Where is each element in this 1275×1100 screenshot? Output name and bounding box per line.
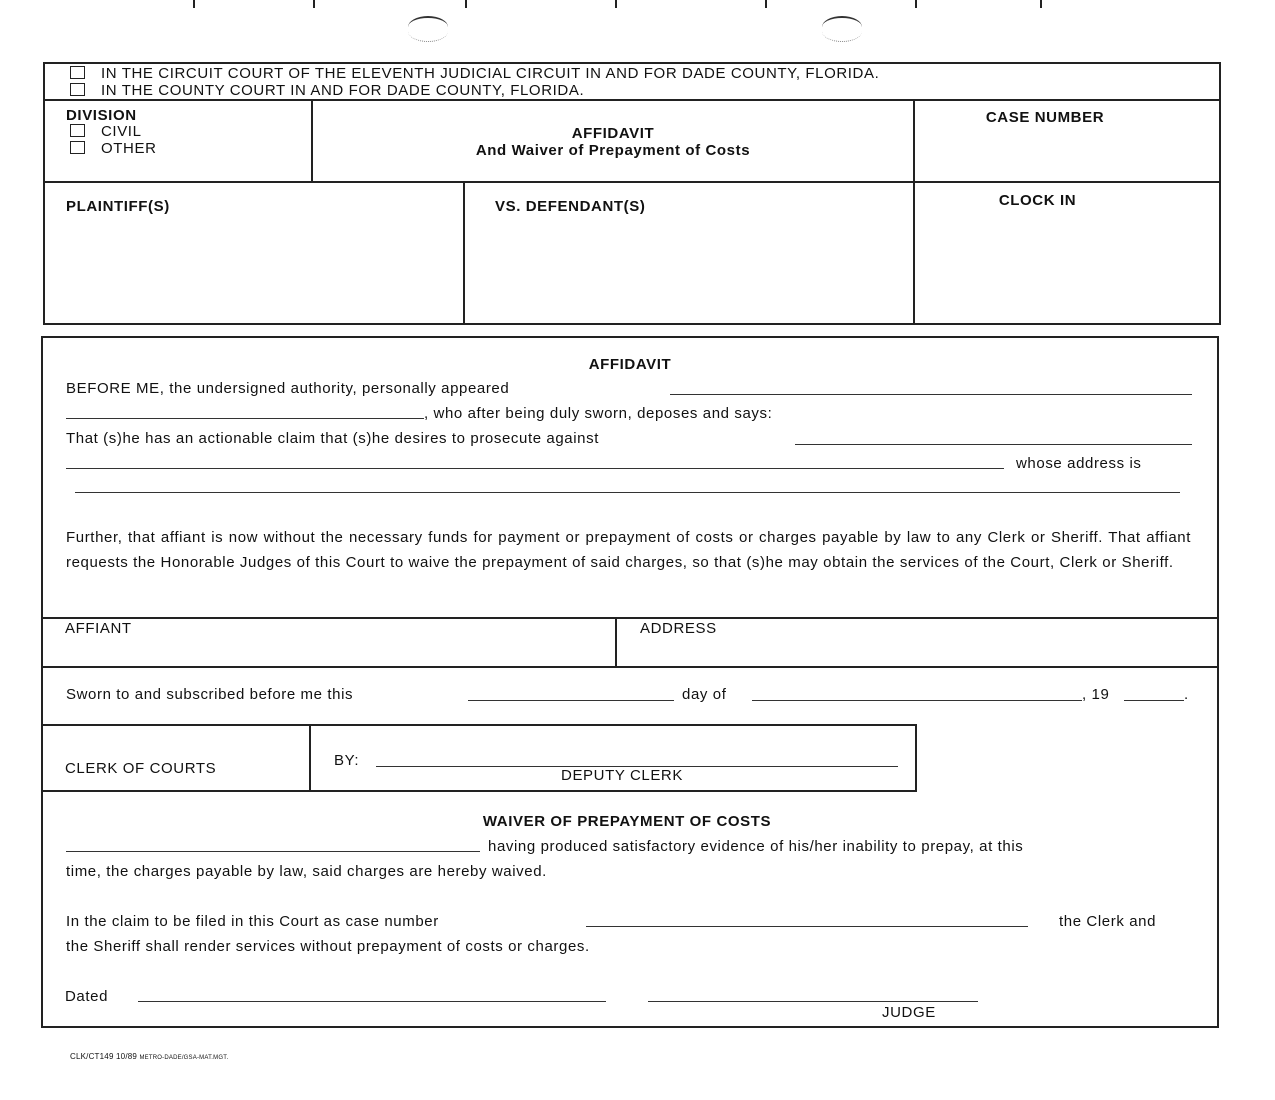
sworn-year-blank[interactable]: [1124, 700, 1184, 701]
county-court-label: IN THE COUNTY COURT IN AND FOR DADE COUNTY, FLORIDA.: [101, 82, 585, 99]
division-other-option[interactable]: [70, 140, 157, 157]
perforation-tick: [465, 0, 467, 8]
plaintiff-label: PLAINTIFF(S): [66, 198, 170, 215]
division-label: DIVISION: [66, 107, 137, 124]
case-number-label: CASE NUMBER: [985, 109, 1105, 126]
divider: [615, 617, 617, 668]
waiver-line-1: having produced satisfactory evidence of his/her inability to prepay, at this: [488, 838, 1024, 855]
affiant-name-blank-2[interactable]: [66, 418, 424, 419]
civil-label: CIVIL: [101, 123, 142, 140]
further-paragraph: Further, that affiant is now without the necessary funds for payment or prepayment of costs or charges payable by law to any Clerk or Sheriff. That affiant requests the Honorable Judges of this Court to waive the prepayment of said charges, so that (s)he may obtain the services of the Court, Clerk or Sheriff.: [66, 529, 1191, 571]
county-court-checkbox[interactable]: [70, 83, 85, 96]
circuit-court-option[interactable]: [70, 65, 879, 82]
judge-signature-blank[interactable]: [648, 1001, 978, 1002]
waiver-case-text: In the claim to be filed in this Court as case number: [66, 913, 439, 930]
waiver-line-4: the Sheriff shall render services without prepayment of costs or charges.: [66, 938, 590, 955]
clerk-of-courts-label: CLERK OF COURTS: [65, 760, 217, 777]
divider: [41, 724, 917, 726]
divider: [309, 724, 311, 792]
judge-label: JUDGE: [882, 1004, 936, 1021]
day-of-text: day of: [682, 686, 727, 703]
division-civil-option[interactable]: [70, 123, 142, 140]
sworn-deposes-text: , who after being duly sworn, deposes and says:: [424, 405, 773, 422]
divider: [41, 666, 1219, 668]
defendant-name-blank[interactable]: [795, 444, 1192, 445]
perforation-tick: [1040, 0, 1042, 8]
address-label: ADDRESS: [640, 620, 717, 637]
perforation-tick: [615, 0, 617, 8]
year-prefix-text: , 19: [1082, 686, 1110, 703]
sworn-text: Sworn to and subscribed before me this: [66, 686, 354, 703]
deputy-clerk-label: DEPUTY CLERK: [561, 767, 683, 784]
appeared-text: BEFORE ME, the undersigned authority, personally appeared: [66, 380, 510, 397]
by-label: BY:: [334, 752, 360, 769]
other-checkbox[interactable]: [70, 141, 85, 154]
affiant-name-blank[interactable]: [670, 394, 1192, 395]
punch-hole-icon: [408, 21, 448, 42]
affidavit-heading: AFFIDAVIT: [588, 356, 672, 373]
divider: [41, 790, 917, 792]
perforation-tick: [765, 0, 767, 8]
dated-blank[interactable]: [138, 1001, 606, 1002]
defendant-label: VS. DEFENDANT(S): [495, 198, 646, 215]
waiver-heading: WAIVER OF PREPAYMENT OF COSTS: [482, 813, 772, 830]
waiver-name-blank[interactable]: [66, 851, 480, 852]
perforation-tick: [313, 0, 315, 8]
form-title: AFFIDAVIT: [571, 125, 655, 142]
claim-text: That (s)he has an actionable claim that (s)he desires to prosecute against: [66, 430, 599, 447]
county-court-option[interactable]: [70, 82, 584, 99]
form-subtitle: And Waiver of Prepayment of Costs: [475, 142, 751, 159]
clerk-and-text: the Clerk and: [1059, 913, 1157, 930]
form-footer: [70, 1052, 228, 1061]
waiver-line-2: time, the charges payable by law, said charges are hereby waived.: [66, 863, 547, 880]
circuit-court-label: IN THE CIRCUIT COURT OF THE ELEVENTH JUDICIAL CIRCUIT IN AND FOR DADE COUNTY, FLORIDA.: [101, 65, 880, 82]
perforation-tick: [915, 0, 917, 8]
punch-hole-icon: [822, 21, 862, 42]
divider: [463, 181, 465, 325]
dated-label: Dated: [65, 988, 109, 1005]
divider: [43, 99, 1221, 101]
perforation-tick: [193, 0, 195, 8]
printer-code: METRO-DADE/GSA-MAT.MGT.: [139, 1055, 229, 1061]
divider: [915, 724, 917, 792]
sworn-day-blank[interactable]: [468, 700, 674, 701]
form-code: CLK/CT149 10/89: [70, 1052, 138, 1061]
waiver-case-number-blank[interactable]: [586, 926, 1028, 927]
divider: [43, 181, 1221, 183]
other-label: OTHER: [101, 140, 157, 157]
defendant-name-blank-2[interactable]: [66, 468, 1004, 469]
circuit-court-checkbox[interactable]: [70, 66, 85, 79]
period-mark: .: [1184, 686, 1189, 703]
affiant-label: AFFIANT: [65, 620, 132, 637]
clock-in-label: CLOCK IN: [998, 192, 1077, 209]
divider: [913, 99, 915, 325]
civil-checkbox[interactable]: [70, 124, 85, 137]
whose-address-text: whose address is: [1016, 455, 1142, 472]
divider: [41, 617, 1219, 619]
sworn-month-blank[interactable]: [752, 700, 1082, 701]
defendant-address-blank[interactable]: [75, 492, 1180, 493]
